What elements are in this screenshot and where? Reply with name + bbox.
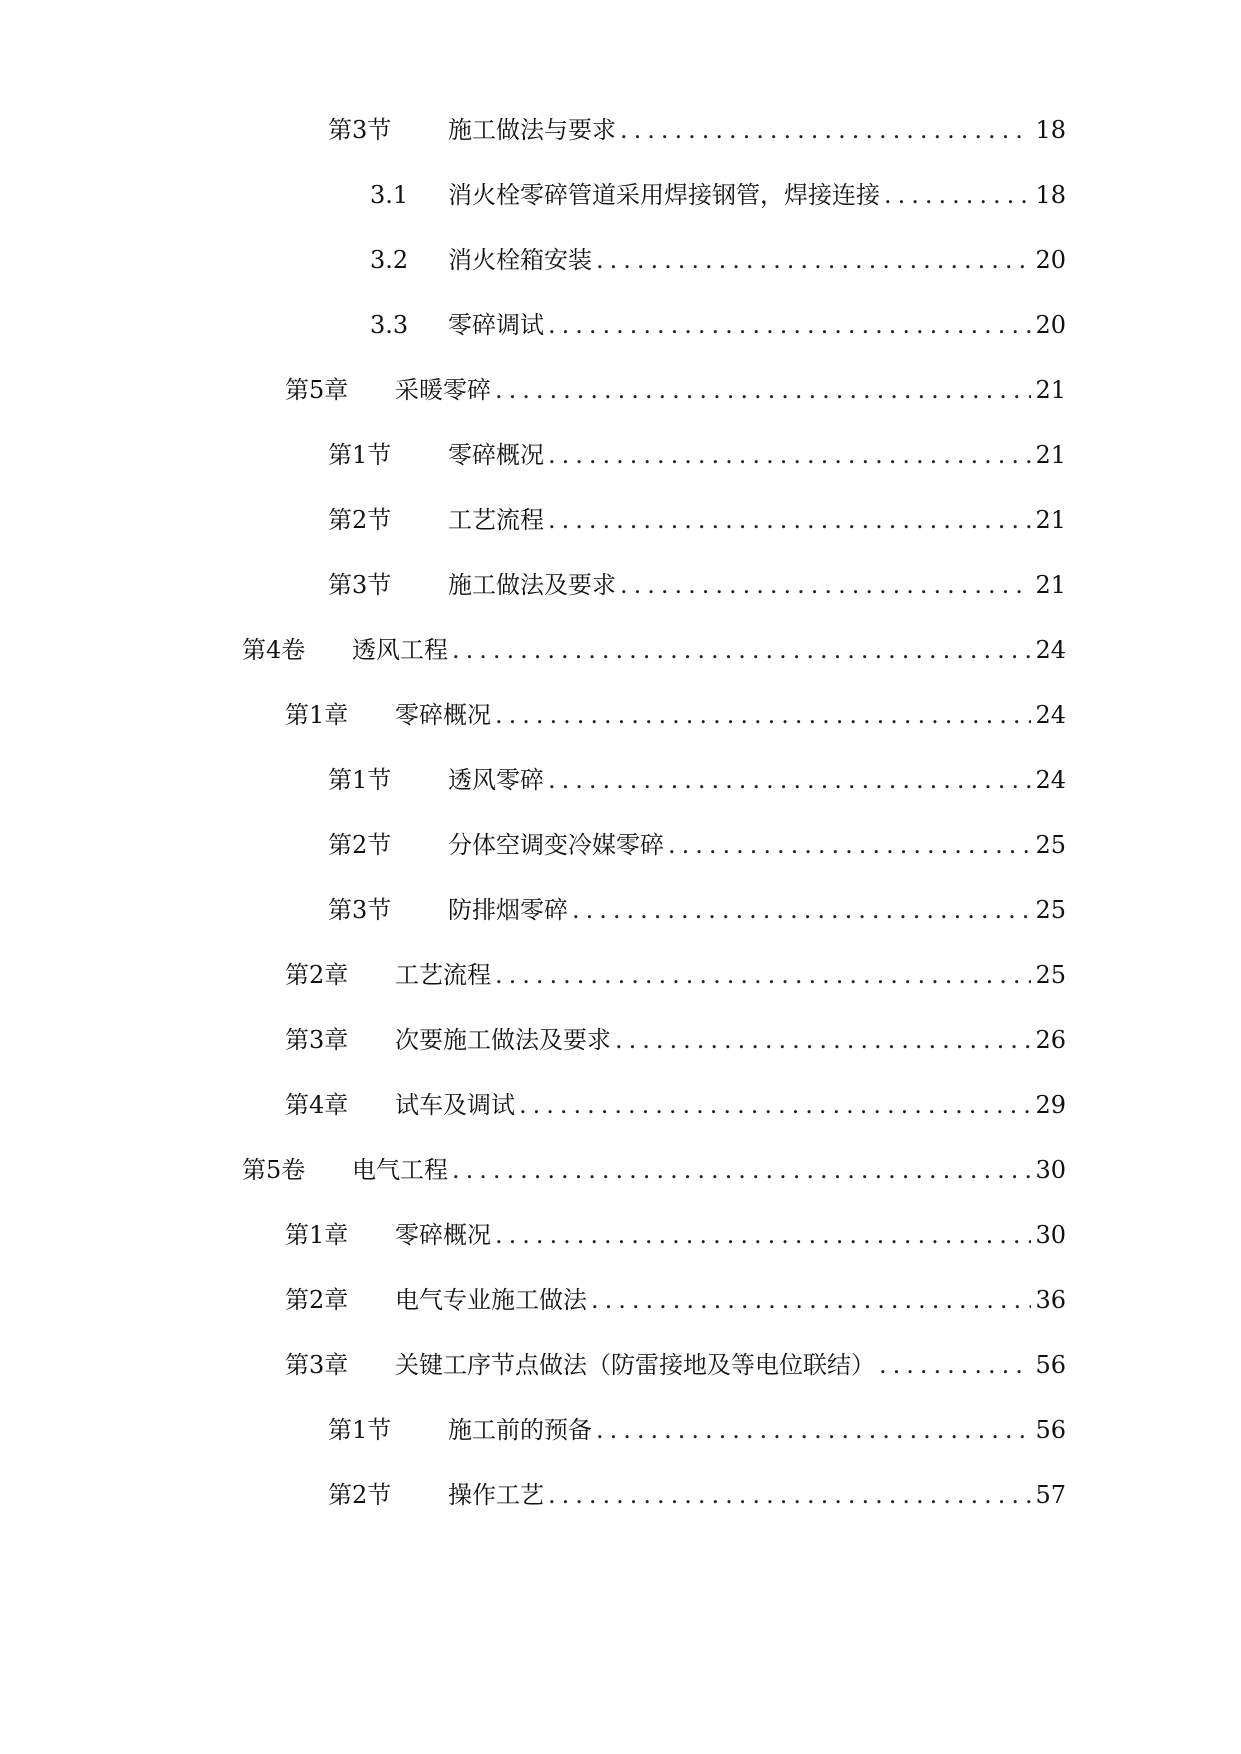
toc-entry-number: 第2节 (328, 1481, 392, 1509)
toc-entry-number: 第2章 (285, 1286, 349, 1314)
toc-entry[interactable] (285, 370, 1066, 410)
toc-entry[interactable] (328, 500, 1066, 540)
toc-leader-dots (596, 240, 1031, 280)
toc-leader-dots (495, 1215, 1031, 1255)
toc-entry-title: 零碎概况 (395, 701, 491, 729)
toc-leader-dots (548, 435, 1031, 475)
toc-leader-dots (548, 760, 1031, 800)
toc-entry-page: 24 (1035, 766, 1066, 794)
toc-entry-number: 第3节 (328, 571, 392, 599)
toc-entry-title: 工艺流程 (395, 961, 491, 989)
toc-leader-dots (668, 825, 1031, 865)
toc-entry-page: 25 (1035, 961, 1066, 989)
toc-leader-dots (548, 500, 1031, 540)
toc-entry-number: 第1章 (285, 701, 349, 729)
toc-entry-page: 30 (1035, 1221, 1066, 1249)
toc-leader-dots (495, 370, 1031, 410)
toc-entry[interactable] (370, 240, 1066, 280)
toc-entry-title: 分体空调变冷媒零碎 (448, 831, 664, 859)
toc-entry-page: 24 (1035, 701, 1066, 729)
toc-leader-dots (615, 1020, 1031, 1060)
toc-entry[interactable] (285, 1280, 1066, 1320)
toc-entry-page: 25 (1035, 896, 1066, 924)
toc-entry[interactable] (242, 1150, 1066, 1190)
toc-entry-page: 21 (1035, 506, 1066, 534)
toc-entry[interactable] (328, 1475, 1066, 1515)
toc-entry[interactable] (285, 1085, 1066, 1125)
toc-entry-number: 第3章 (285, 1026, 349, 1054)
toc-entry-page: 29 (1035, 1091, 1066, 1119)
toc-entry-title: 工艺流程 (448, 506, 544, 534)
toc-entry-number: 第3节 (328, 116, 392, 144)
toc-entry-title: 零碎概况 (395, 1221, 491, 1249)
toc-entry-title: 施工前的预备 (448, 1416, 592, 1444)
toc-entry-page: 21 (1035, 571, 1066, 599)
toc-entry-number: 第3章 (285, 1351, 349, 1379)
toc-leader-dots (596, 1410, 1031, 1450)
toc-leader-dots (519, 1085, 1031, 1125)
toc-entry-title: 消火栓箱安装 (448, 246, 592, 274)
toc-entry-page: 18 (1035, 181, 1066, 209)
toc-entry-page: 20 (1035, 246, 1066, 274)
toc-entry-title: 电气工程 (352, 1156, 448, 1184)
toc-entry[interactable] (285, 955, 1066, 995)
toc-leader-dots (884, 175, 1031, 215)
toc-leader-dots (452, 1150, 1031, 1190)
toc-leader-dots (572, 890, 1031, 930)
toc-entry-page: 56 (1035, 1416, 1066, 1444)
toc-entry-number: 第2章 (285, 961, 349, 989)
toc-entry-title: 消火栓零碎管道采用焊接钢管，焊接连接 (448, 181, 880, 209)
toc-entry-number: 3.1 (370, 181, 409, 209)
toc-entry[interactable] (328, 825, 1066, 865)
toc-entry[interactable] (285, 1020, 1066, 1060)
toc-entry-page: 18 (1035, 116, 1066, 144)
toc-entry-page: 25 (1035, 831, 1066, 859)
toc-entry-page: 30 (1035, 1156, 1066, 1184)
toc-entry-title: 关键工序节点做法（防雷接地及等电位联结） (395, 1351, 875, 1379)
toc-leader-dots (495, 955, 1031, 995)
toc-entry-title: 次要施工做法及要求 (395, 1026, 611, 1054)
toc-entry-title: 透风工程 (352, 636, 448, 664)
toc-entry-number: 第5章 (285, 376, 349, 404)
toc-entry-number: 3.2 (370, 246, 409, 274)
toc-entry[interactable] (328, 760, 1066, 800)
toc-leader-dots (548, 1475, 1031, 1515)
toc-entry-page: 56 (1035, 1351, 1066, 1379)
toc-entry-page: 36 (1035, 1286, 1066, 1314)
toc-entry-title: 试车及调试 (395, 1091, 515, 1119)
toc-entry[interactable] (328, 1410, 1066, 1450)
toc-entry[interactable] (285, 1215, 1066, 1255)
toc-entry-title: 零碎调试 (448, 311, 544, 339)
toc-entry-title: 零碎概况 (448, 441, 544, 469)
toc-leader-dots (495, 695, 1031, 735)
toc-entry[interactable] (328, 110, 1066, 150)
toc-entry-title: 施工做法及要求 (448, 571, 616, 599)
toc-entry-title: 施工做法与要求 (448, 116, 616, 144)
toc-leader-dots (879, 1345, 1031, 1385)
toc-entry-title: 操作工艺 (448, 1481, 544, 1509)
toc-leader-dots (452, 630, 1031, 670)
toc-entry-number: 第2节 (328, 506, 392, 534)
toc-entry-page: 24 (1035, 636, 1066, 664)
toc-entry-number: 第2节 (328, 831, 392, 859)
toc-entry-number: 第1节 (328, 1416, 392, 1444)
toc-entry[interactable] (328, 435, 1066, 475)
toc-entry-title: 防排烟零碎 (448, 896, 568, 924)
toc-entry-title: 采暖零碎 (395, 376, 491, 404)
toc-entry-number: 第3节 (328, 896, 392, 924)
toc-entry[interactable] (328, 565, 1066, 605)
toc-entry-page: 26 (1035, 1026, 1066, 1054)
toc-entry[interactable] (328, 890, 1066, 930)
toc-entry-number: 第4卷 (242, 636, 306, 664)
toc-entry-number: 第4章 (285, 1091, 349, 1119)
toc-leader-dots (548, 305, 1031, 345)
toc-entry[interactable] (242, 630, 1066, 670)
toc-entry-number: 第1章 (285, 1221, 349, 1249)
toc-leader-dots (620, 110, 1031, 150)
toc-entry-page: 21 (1035, 441, 1066, 469)
toc-entry[interactable] (370, 305, 1066, 345)
toc-entry[interactable] (370, 175, 1066, 215)
toc-entry-title: 透风零碎 (448, 766, 544, 794)
toc-leader-dots (620, 565, 1031, 605)
toc-entry[interactable] (285, 1345, 1066, 1385)
toc-entry-page: 57 (1035, 1481, 1066, 1509)
toc-entry-page: 20 (1035, 311, 1066, 339)
toc-entry-number: 3.3 (370, 311, 409, 339)
toc-entry-number: 第1节 (328, 441, 392, 469)
toc-entry[interactable] (285, 695, 1066, 735)
toc-entry-page: 21 (1035, 376, 1066, 404)
toc-entry-title: 电气专业施工做法 (395, 1286, 587, 1314)
toc-entry-number: 第5卷 (242, 1156, 306, 1184)
toc-leader-dots (591, 1280, 1031, 1320)
toc-entry-number: 第1节 (328, 766, 392, 794)
